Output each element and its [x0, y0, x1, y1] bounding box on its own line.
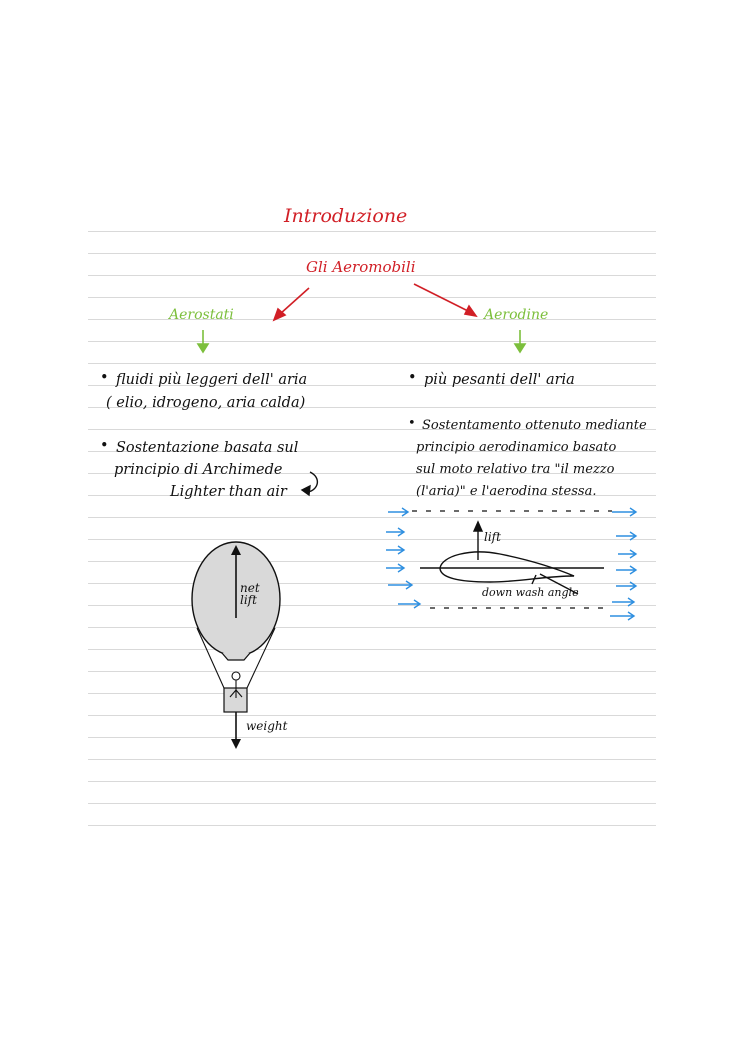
red-arrow-left — [274, 288, 309, 320]
note-line: Sostentazione basata sul — [116, 440, 299, 456]
note-line: fluidi più leggeri dell' aria — [116, 372, 308, 388]
green-arrow-right — [515, 330, 525, 352]
note-line: principio di Archimede — [114, 462, 283, 478]
airflow-arrows-left — [386, 508, 420, 608]
green-arrow-left — [198, 330, 208, 352]
airfoil-drawing — [420, 522, 604, 594]
bullet-dot: • — [100, 370, 109, 386]
note-line: Sostentamento ottenuto mediante — [422, 418, 647, 433]
balloon-label-lift: lift — [240, 593, 257, 607]
balloon-label-weight: weight — [246, 719, 288, 733]
red-arrow-right — [414, 284, 476, 316]
note-line: ( elio, idrogeno, aria calda) — [106, 395, 306, 411]
note-line: più pesanti dell' aria — [424, 372, 575, 388]
bullet-dot: • — [408, 370, 417, 386]
bullet-dot: • — [408, 416, 416, 431]
balloon-drawing — [192, 542, 280, 749]
airfoil-label-downwash: down wash angle — [482, 586, 579, 599]
note-line: Lighter than air — [170, 484, 287, 500]
bullet-dot: • — [100, 438, 109, 454]
branch-label-aerodine: Aerodine — [484, 307, 549, 323]
curve-arrow — [302, 472, 317, 495]
note-line: principio aerodinamico basato — [416, 440, 617, 455]
airfoil-label-lift: lift — [484, 530, 501, 544]
note-line: sul moto relativo tra "il mezzo — [416, 462, 615, 477]
airflow-arrows-right — [610, 508, 636, 620]
section-title: Gli Aeromobili — [306, 258, 416, 276]
balloon-label-net: net — [240, 581, 260, 595]
branch-label-aerostati: Aerostati — [169, 307, 234, 323]
page-title: Introduzione — [284, 205, 408, 227]
note-line: (l'aria)" e l'aerodina stessa. — [416, 484, 597, 499]
